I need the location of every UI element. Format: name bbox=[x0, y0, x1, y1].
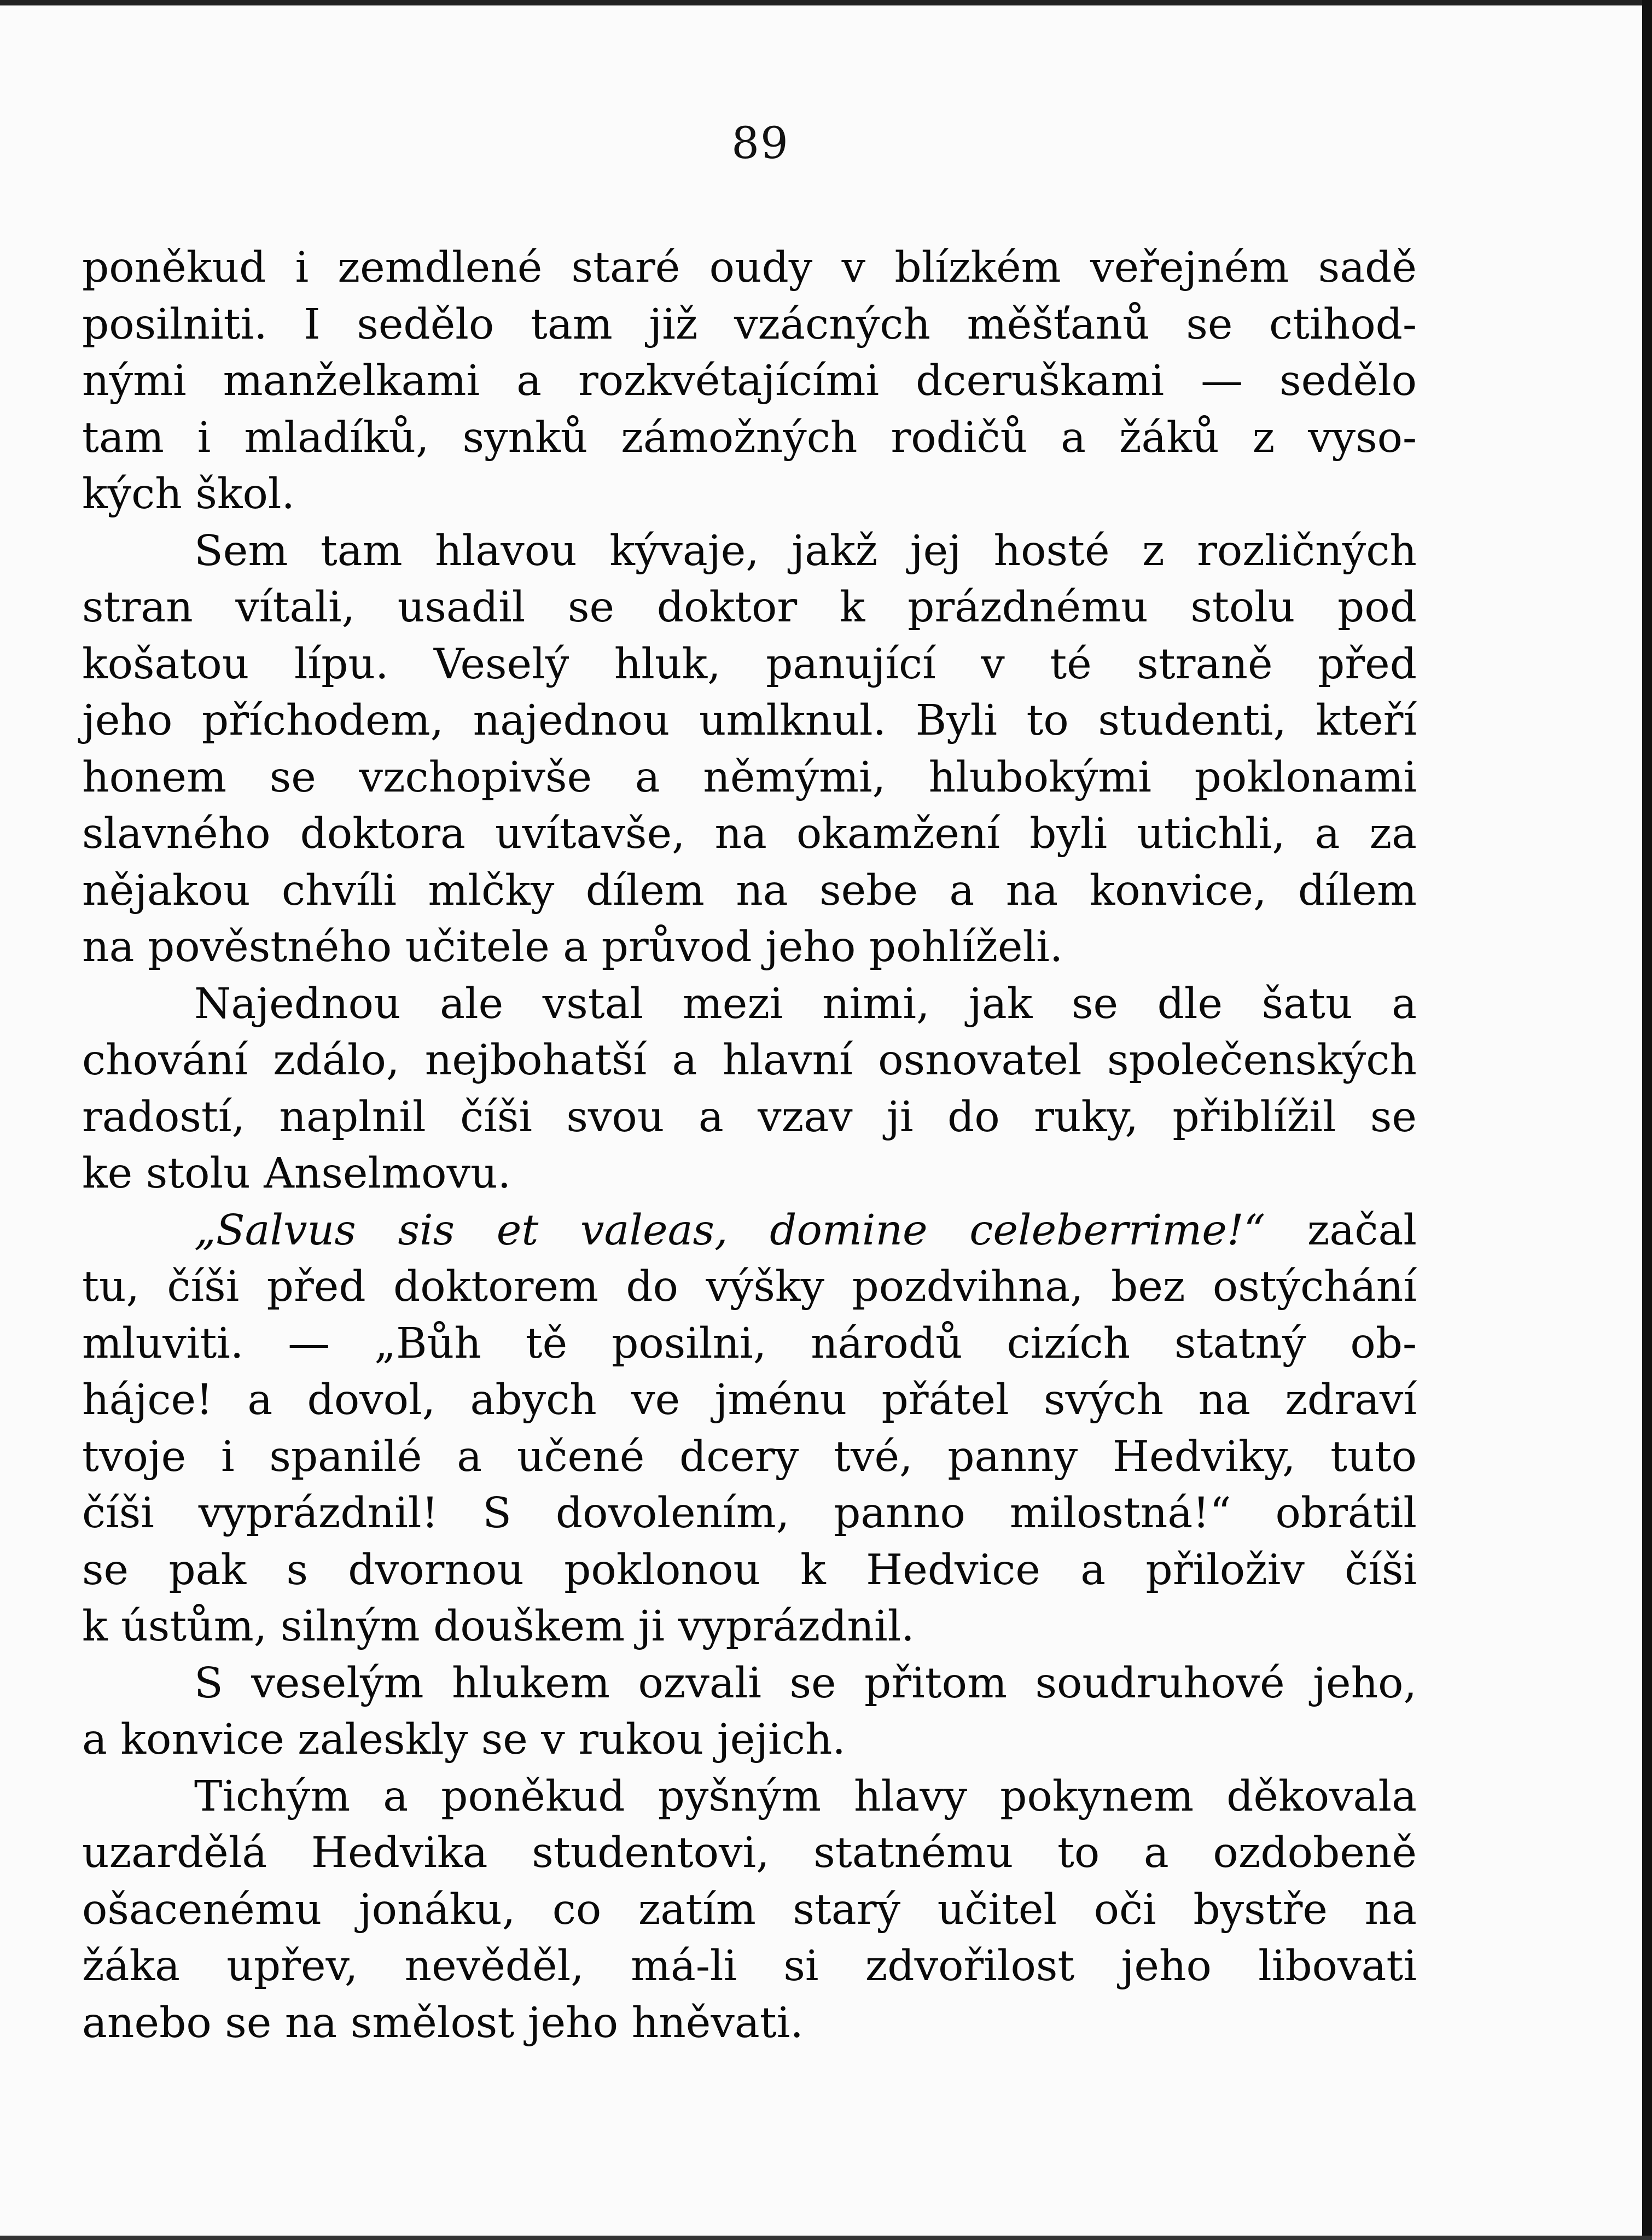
text-line-rest: začal bbox=[1265, 1206, 1417, 1255]
text-line: košatou lípu. Veselý hluk, panující v té straně před bbox=[82, 639, 1417, 689]
text-line: jeho příchodem, najednou umlknul. Byli to studenti, kteří bbox=[82, 696, 1417, 745]
text-line: stran vítali, usadil se doktor k prázdnému stolu pod bbox=[82, 583, 1417, 632]
text-line: se pak s dvornou poklonou k Hedvice a přiloživ číši bbox=[82, 1545, 1417, 1595]
text-line: poněkud i zemdlené staré oudy v blízkém veřejném sadě bbox=[82, 243, 1417, 292]
text-line: kých škol. bbox=[82, 470, 295, 519]
text-line: k ústům, silným douškem ji vyprázdnil. bbox=[82, 1602, 915, 1651]
text-line: S veselým hlukem ozvali se přitom soudruhové jeho, bbox=[194, 1659, 1417, 1708]
text-line: tu, číši před doktorem do výšky pozdvihna, bez ostýchání bbox=[82, 1262, 1417, 1311]
paragraph-3 bbox=[82, 976, 1417, 1202]
paragraph-6 bbox=[82, 1768, 1417, 2052]
text-line: radostí, naplnil číši svou a vzav ji do ruky, přiblížil se bbox=[82, 1092, 1417, 1142]
text-line: ke stolu Anselmovu. bbox=[82, 1149, 511, 1198]
paragraph-4 bbox=[82, 1202, 1417, 1655]
text-line: žáka upřev, nevěděl, má-li si zdvořilost jeho libovati bbox=[82, 1942, 1417, 1991]
text-line: hájce! a dovol, abych ve jménu přátel svých na zdraví bbox=[82, 1376, 1417, 1424]
latin-quote: „Salvus sis et valeas, domine celeberrime!“ bbox=[194, 1206, 1266, 1255]
text-line: číši vyprázdnil! S dovolením, panno milostná!“ obrátil bbox=[82, 1489, 1417, 1538]
text-line: slavného doktora uvítavše, na okamžení byli utichli, a za bbox=[82, 810, 1417, 858]
text-line: a konvice zaleskly se v rukou jejich. bbox=[82, 1715, 846, 1764]
page-number: 89 bbox=[731, 118, 789, 168]
scan-border-top bbox=[0, 0, 1652, 5]
text-line: na pověstného učitele a průvod jeho pohlíželi. bbox=[82, 923, 1063, 971]
text-line: tvoje i spanilé a učené dcery tvé, panny Hedviky, tuto bbox=[82, 1432, 1417, 1481]
text-line: Najednou ale vstal mezi nimi, jak se dle šatu a bbox=[194, 979, 1417, 1028]
text-line: chování zdálo, nejbohatší a hlavní osnovatel společenských bbox=[82, 1036, 1417, 1085]
body-text bbox=[82, 240, 1417, 2051]
text-line: anebo se na smělost jeho hněvati. bbox=[82, 1998, 804, 2047]
text-line: nějakou chvíli mlčky dílem na sebe a na konvice, dílem bbox=[82, 866, 1417, 915]
text-line: posilniti. I sedělo tam již vzácných měšťanů se ctihod- bbox=[82, 300, 1417, 349]
paragraph-5 bbox=[82, 1655, 1417, 1768]
paragraph-1 bbox=[82, 240, 1417, 523]
text-line: tam i mladíků, synků zámožných rodičů a žáků z vyso- bbox=[82, 413, 1417, 462]
text-line: nými manželkami a rozkvétajícími dceruškami — sedělo bbox=[82, 357, 1417, 405]
scan-border-bottom bbox=[0, 2236, 1652, 2240]
text-line: honem se vzchopivše a němými, hlubokými poklonami bbox=[82, 753, 1417, 802]
text-line: Sem tam hlavou kývaje, jakž jej hosté z rozličných bbox=[194, 526, 1417, 575]
text-line: uzardělá Hedvika studentovi, statnému to a ozdobeně bbox=[82, 1829, 1417, 1877]
text-line: Tichým a poněkud pyšným hlavy pokynem děkovala bbox=[194, 1772, 1417, 1821]
text-line-with-latin-quote bbox=[82, 1202, 1417, 1259]
text-line: ošacenému jonáku, co zatím starý učitel oči bystře na bbox=[82, 1885, 1417, 1934]
text-line: mluviti. — „Bůh tě posilni, národů cizích statný ob- bbox=[82, 1319, 1417, 1368]
paragraph-2 bbox=[82, 523, 1417, 976]
scan-border-right bbox=[1642, 0, 1652, 2240]
